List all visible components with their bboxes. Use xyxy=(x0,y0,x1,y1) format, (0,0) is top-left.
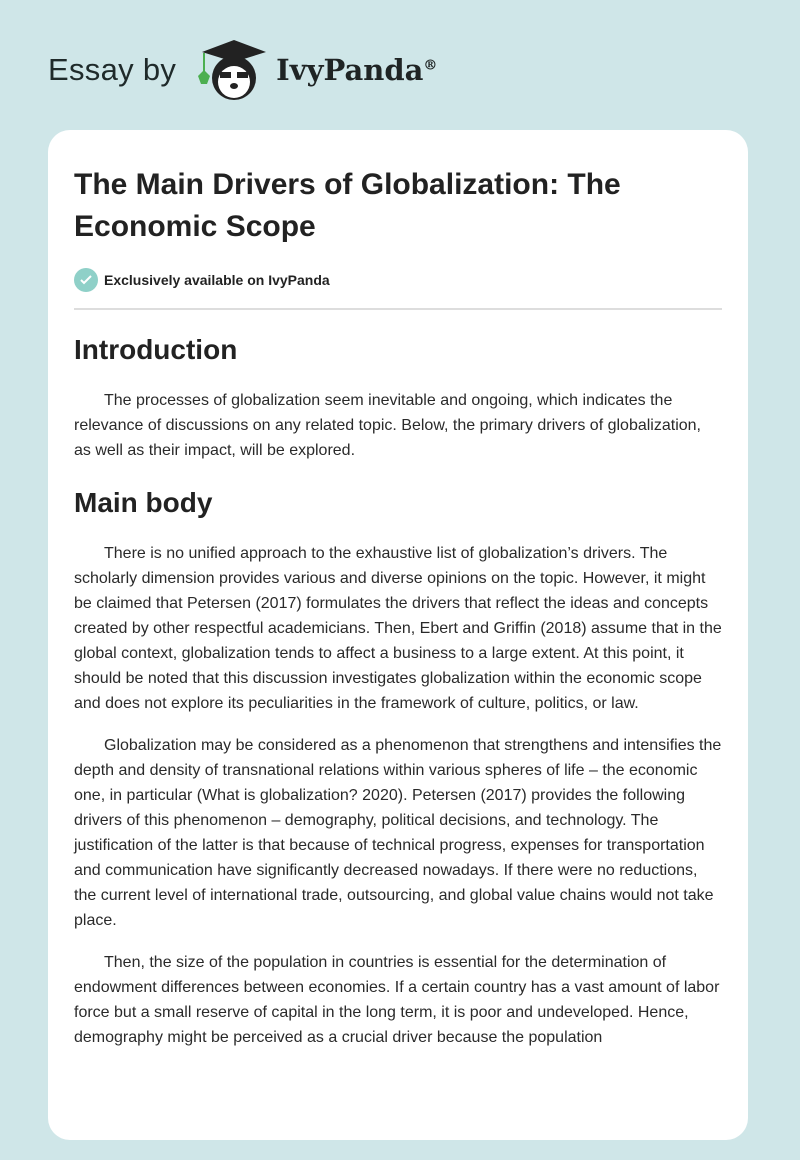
paragraph: Then, the size of the population in countries is essential for the determination of endowment differences between economies. If a certain country has a vast amount of labor force but a small reserve of capital in the long term, it is poor and undeveloped. Hence, demography might be perceived as a crucial driver because the population xyxy=(74,954,720,1046)
brand-name: IvyPanda xyxy=(276,53,424,87)
exclusive-text: Exclusively available on IvyPanda xyxy=(104,272,330,288)
check-icon xyxy=(74,268,98,292)
section-heading: Main body xyxy=(74,487,213,518)
paragraph: Globalization may be considered as a phenomenon that strengthens and intensifies the depth and density of transnational relations within various spheres of life – the economic one, in particular (What is globalization? 2020). Petersen (2017) provides the following drivers of this phenomenon – demography, political decisions, and technology. The justification of the latter is that because of technical progress, expenses for transportation and communication have significantly decreased nowadays. If there were no reductions, the current level of international trade, outsourcing, and global value chains would not take place. xyxy=(74,737,722,929)
site-logo[interactable] xyxy=(48,38,437,102)
divider xyxy=(74,308,722,310)
logo-brand xyxy=(276,53,437,87)
essay-card xyxy=(48,130,748,1140)
paragraph: There is no unified approach to the exhaustive list of globalization’s drivers. The scholarly dimension provides various and diverse opinions on the topic. However, it might be claimed that Petersen (2017) formulates the drivers that reflect the ideas and concepts created by other respectful academicians. Then, Ebert and Griffin (2018) assume that in the global context, globalization tends to affect a business to a large extent. At this point, it should be noted that this discussion investigates globalization within the economic scope and does not explore its peculiarities in the framework of culture, politics, or law. xyxy=(74,545,722,712)
logo-prefix: Essay by xyxy=(48,52,177,87)
panda-logo-icon xyxy=(194,38,270,102)
section-heading: Introduction xyxy=(74,334,238,365)
registered-mark: ® xyxy=(423,57,438,74)
paragraph: The processes of globalization seem inevitable and ongoing, which indicates the relevance of discussions on any related topic. Below, the primary drivers of globalization, as well as their impact, will be explored. xyxy=(74,392,701,459)
essay-title: The Main Drivers of Globalization: The Economic Scope xyxy=(74,168,621,243)
exclusive-badge xyxy=(74,268,722,292)
